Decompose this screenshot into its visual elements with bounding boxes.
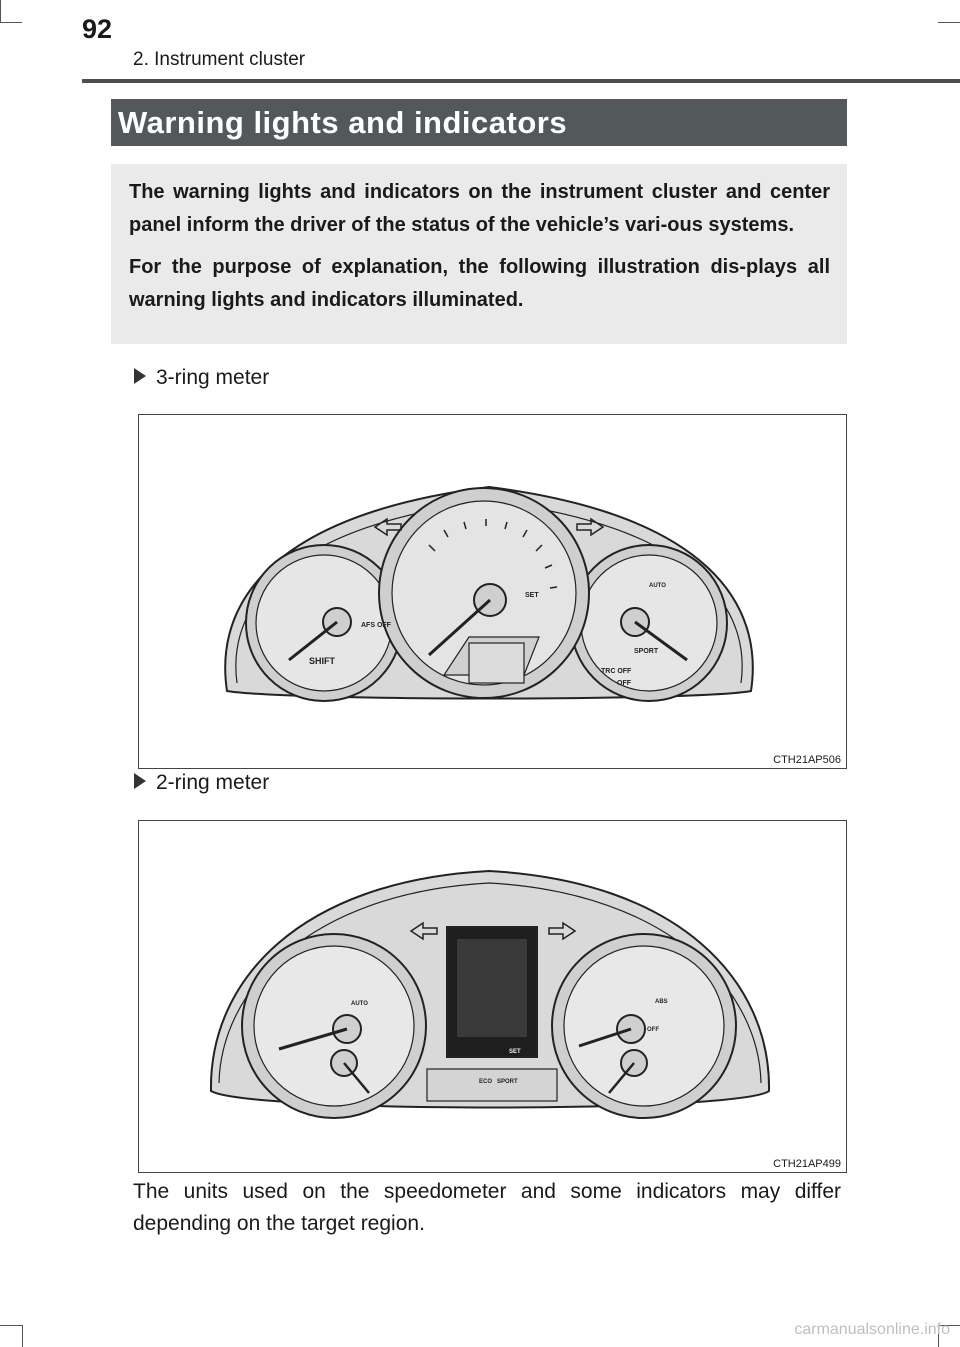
- abs-label: ABS: [655, 999, 668, 1005]
- set-label: SET: [509, 1049, 521, 1055]
- intro-box: [111, 164, 847, 344]
- crop-mark: [938, 22, 960, 23]
- eco-label: ECO: [479, 1079, 493, 1085]
- figure-heading-3-ring: [134, 366, 269, 390]
- figure-heading-2-ring: [134, 771, 269, 795]
- watermark: carmanualsonline.info: [794, 1321, 950, 1338]
- auto-label: AUTO: [649, 583, 666, 589]
- crop-mark: [0, 1325, 22, 1326]
- triangle-bullet-icon: [134, 368, 146, 384]
- figure-code: CTH21AP506: [773, 754, 841, 766]
- sport-label: SPORT: [497, 1079, 518, 1085]
- crop-mark: [0, 22, 22, 23]
- crop-mark: [22, 1325, 23, 1347]
- crop-mark: [0, 0, 1, 22]
- figure-3-ring-meter: [138, 414, 847, 769]
- vsc-off-label: OFF: [617, 680, 631, 687]
- section-title: Warning lights and indicators: [111, 99, 847, 146]
- sport-label: SPORT: [634, 648, 659, 655]
- auto-label: AUTO: [351, 1001, 368, 1007]
- trc-off-label: TRC OFF: [601, 668, 632, 675]
- 2-ring-meter-illustration: [139, 821, 846, 1172]
- figure-code: CTH21AP499: [773, 1158, 841, 1170]
- off-label: OFF: [647, 1027, 659, 1033]
- afs-off-label: AFS OFF: [361, 622, 391, 629]
- intro-paragraph: The warning lights and indicators on the instrument cluster and center panel inform the driver of the status of the vehicle’s vari-ous systems.: [129, 181, 830, 236]
- shift-label: SHIFT: [309, 656, 335, 666]
- region-note: The units used on the speedometer and some indicators may differ depending on the target region.: [133, 1180, 841, 1235]
- intro-paragraph: For the purpose of explanation, the following illustration dis-plays all warning lights and indicators illuminated.: [129, 256, 830, 311]
- page-number: 92: [82, 14, 113, 44]
- figure-heading-label: 2-ring meter: [156, 771, 270, 794]
- figure-heading-label: 3-ring meter: [156, 366, 270, 389]
- figure-2-ring-meter: [138, 820, 847, 1173]
- set-label: SET: [525, 592, 539, 599]
- header-divider: [82, 79, 960, 83]
- 3-ring-meter-illustration: [139, 415, 846, 768]
- triangle-bullet-icon: [134, 773, 146, 789]
- chapter-title: 2. Instrument cluster: [133, 49, 306, 70]
